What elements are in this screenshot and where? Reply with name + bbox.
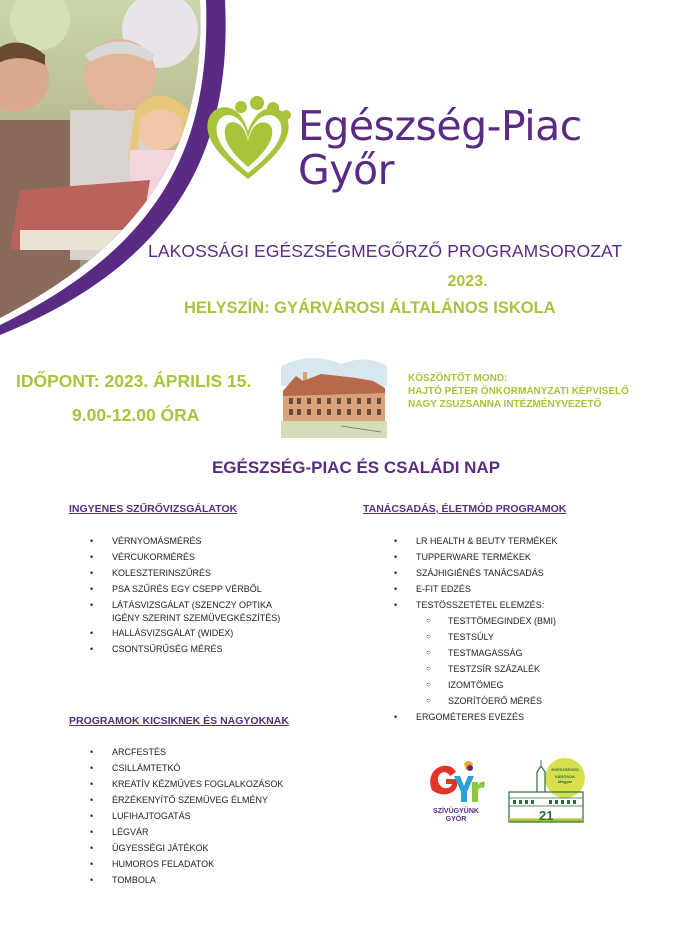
list-item: • KREATÍV KÉZMŰVES FOGLALKOZÁSOK xyxy=(90,776,283,792)
sub-list-item: ○ TESTTÖMEGINDEX (BMI) xyxy=(426,613,558,629)
school-painting xyxy=(281,346,387,442)
sub-list-item: ○ SZORÍTÓERŐ MÉRÉS xyxy=(426,693,558,709)
list-item: • SZÁJHIGIÉNÉS TANÁCSADÁS xyxy=(394,565,558,581)
gyr-mark-icon xyxy=(426,760,486,806)
event-time: 9.00-12.00 ÓRA xyxy=(72,405,200,425)
logo-title: Egészség-Piac xyxy=(298,102,582,150)
greeting-label: KÖSZÖNTŐT MOND: xyxy=(408,373,508,384)
program-year: 2023. xyxy=(447,273,488,290)
list-item: • ÜGYESSÉGI JÁTÉKOK xyxy=(90,840,283,856)
body-composition-list xyxy=(416,613,558,709)
event-date: IDŐPONT: 2023. ÁPRILIS 15. xyxy=(16,371,252,391)
list-item: • LR HEALTH & BEUTY TERMÉKEK xyxy=(394,533,558,549)
advice-list xyxy=(394,533,558,725)
logo-city: Győr xyxy=(298,146,394,194)
list-item: • CSILLÁMTETKÓ xyxy=(90,760,283,776)
list-item: • VÉRNYOMÁSMÉRÉS xyxy=(90,533,280,549)
l21-logo-line-3: Magyar xyxy=(557,779,572,784)
list-item: • HALLÁSVIZSGÁLAT (WIDEX) xyxy=(90,625,280,641)
kids-list xyxy=(90,744,283,888)
program-year-row xyxy=(0,273,700,291)
egeszseg-piac-logo xyxy=(200,88,600,198)
program-title: LAKOSSÁGI EGÉSZSÉGMEGŐRZŐ PROGRAMSOROZAT xyxy=(148,241,623,261)
sub-list-item: ○ IZOMTÖMEG xyxy=(426,677,558,693)
list-item: • ARCFESTÉS xyxy=(90,744,283,760)
sub-list-item: ○ TESTMAGASSÁG xyxy=(426,645,558,661)
greeting-block xyxy=(408,372,629,411)
greeting-speaker-2: NAGY ZSUZSANNA INTÉZMÉNYVEZETŐ xyxy=(408,399,602,410)
l21-logo-line-1: EGÉSZSÉGES xyxy=(551,767,579,772)
list-item: • LUFIHAJTOGATÁS xyxy=(90,808,283,824)
list-item: • ÉRZÉKENYÍTŐ SZEMÜVEG ÉLMÉNY xyxy=(90,792,283,808)
szivugyunk-gyor-logo xyxy=(426,760,486,826)
sub-list-item: ○ TESTSÚLY xyxy=(426,629,558,645)
list-item: • CSONTSŰRŰSÉG MÉRÉS xyxy=(90,641,280,657)
list-item: • HUMOROS FELADATOK xyxy=(90,856,283,872)
list-item-label: TESTÖSSZETÉTEL ELEMZÉS: xyxy=(416,600,545,610)
l21-logo-number: 21 xyxy=(539,808,554,823)
list-item: • LÉGVÁR xyxy=(90,824,283,840)
list-item: • TUPPERWARE TERMÉKEK xyxy=(394,549,558,565)
gyr-logo-line-1: SZÍVÜGYÜNK xyxy=(433,808,479,815)
screenings-heading: INGYENES SZŰRŐVIZSGÁLATOK xyxy=(69,503,238,515)
greeting-speaker-1: HAJTÓ PÉTER ÖNKORMÁNYZATI KÉPVISELŐ xyxy=(408,386,629,397)
heart-people-icon xyxy=(200,93,300,183)
screenings-list xyxy=(90,533,280,657)
main-title: EGÉSZSÉG-PIAC ÉS CSALÁDI NAP xyxy=(211,458,501,477)
l21-logo-line-2: VÁROSOK xyxy=(554,774,576,779)
list-item: • TOMBOLA xyxy=(90,872,283,888)
list-item: • VÉRCUKORMÉRÉS xyxy=(90,549,280,565)
list-item: • E-FIT EDZÉS xyxy=(394,581,558,597)
list-item: • PSA SZŰRÉS EGY CSEPP VÉRBŐL xyxy=(90,581,280,597)
venue: HELYSZÍN: GYÁRVÁROSI ÁLTALÁNOS ISKOLA xyxy=(184,299,556,317)
list-item xyxy=(90,597,280,625)
list-item: • ERGOMÉTERES EVEZÉS xyxy=(394,709,558,725)
advice-heading: TANÁCSADÁS, ÉLETMÓD PROGRAMOK xyxy=(363,503,567,515)
sub-list-item: ○ TESTZSÍR SZÁZALÉK xyxy=(426,661,558,677)
list-item: • KOLESZTERINSZŰRÉS xyxy=(90,565,280,581)
egeszseges-varosok-logo xyxy=(505,758,587,828)
gyr-logo-line-2: GYŐR xyxy=(445,816,467,823)
kids-heading: PROGRAMOK KICSIKNEK ÉS NAGYOKNAK xyxy=(69,715,289,727)
list-item-line: LÁTÁSVIZSGÁLAT (SZENCZY OPTIKA xyxy=(112,600,273,610)
list-item xyxy=(394,597,558,709)
list-item-continuation: IGÉNY SZERINT SZEMÜVEGKÉSZÍTÉS) xyxy=(112,613,281,623)
